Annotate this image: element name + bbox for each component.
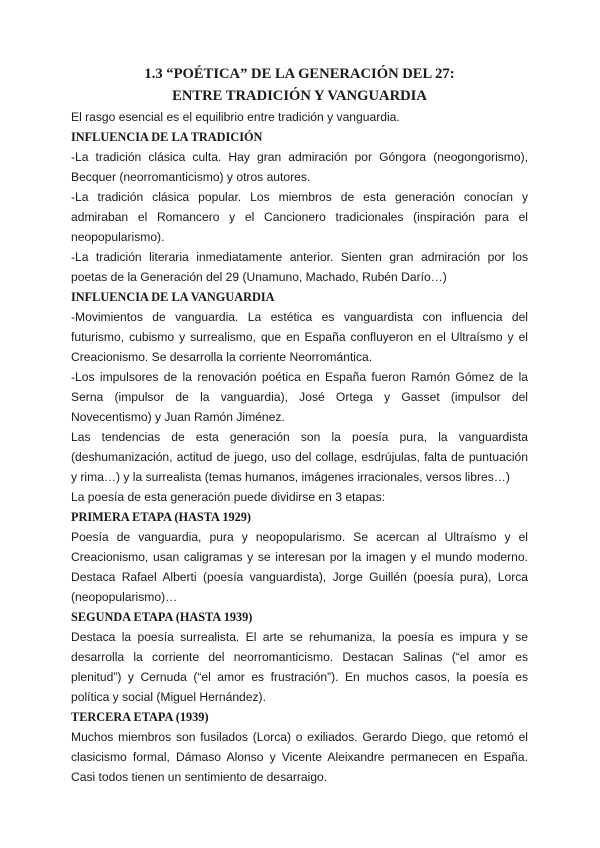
tradicion-item-popular: -La tradición clásica popular. Los miembros de esta generación conocían y admiraban el Romancero y el Cancionero tradicionales (inspiración para el neopopularismo).	[71, 190, 528, 244]
tradicion-item-culta: -La tradición clásica culta. Hay gran admiración por Góngora (neogongorismo), Becquer (neorromanticismo) y otros autores.	[71, 150, 528, 184]
vanguardia-item-etapas: La poesía de esta generación puede dividirse en 3 etapas:	[71, 490, 385, 504]
vanguardia-item-tendencias: Las tendencias de esta generación son la poesía pura, la vanguardista (deshumanización, actitud de juego, uso del collage, esdrújulas, falta de puntuación y rima…) y la surrealista (temas humanos, imágenes irracionales, versos libres…)	[71, 430, 528, 484]
etapa2-text: Destaca la poesía surrealista. El arte se rehumaniza, la poesía es impura y se desarrolla la corriente del neorromanticismo. Destacan Salinas (“el amor es plenitud”) y Cernuda (“el amor es frustración”). En muchos casos, la poesía es política y social (Miguel Hernández).	[71, 630, 528, 704]
page-title-line-2: ENTRE TRADICIÓN Y VANGUARDIA	[172, 88, 427, 104]
vanguardia-item-impulsores: -Los impulsores de la renovación poética en España fueron Ramón Gómez de la Serna (impulsor de la vanguardia), José Ortega y Gasset (impulsor del Novecentismo) y Juan Ramón Jiménez.	[71, 370, 528, 424]
tradicion-heading: INFLUENCIA DE LA TRADICIÓN	[71, 130, 263, 144]
vanguardia-item-movimientos: -Movimientos de vanguardia. La estética es vanguardista con influencia del futurismo, cubismo y surrealismo, que en España confluyeron en el Ultraísmo y el Creacionismo. Se desarrolla la corriente Neorromántica.	[71, 310, 528, 364]
vanguardia-heading: INFLUENCIA DE LA VANGUARDIA	[71, 290, 275, 304]
etapa3-text: Muchos miembros son fusilados (Lorca) o exiliados. Gerardo Diego, que retomó el clasicismo formal, Dámaso Alonso y Vicente Aleixandre permanecen en España. Casi todos tienen un sentimiento de desarraigo.	[71, 730, 528, 784]
intro-paragraph: El rasgo esencial es el equilibrio entre tradición y vanguardia.	[71, 110, 400, 124]
etapa2-heading: SEGUNDA ETAPA (HASTA 1939)	[71, 610, 253, 624]
etapa1-text: Poesía de vanguardia, pura y neopopularismo. Se acercan al Ultraísmo y el Creacionismo, usan caligramas y se interesan por la imagen y el mundo moderno. Destaca Rafael Alberti (poesía vanguardista), Jorge Guillén (poesía pura), Lorca (neopopularismo)…	[71, 530, 528, 604]
tradicion-item-anterior: -La tradición literaria inmediatamente anterior. Sienten gran admiración por los poetas de la Generación del 29 (Unamuno, Machado, Rubén Darío…)	[71, 250, 528, 284]
document-page	[71, 0, 528, 787]
etapa1-heading: PRIMERA ETAPA (HASTA 1929)	[71, 510, 252, 524]
page-title-line-1: 1.3 “POÉTICA” DE LA GENERACIÓN DEL 27:	[144, 66, 455, 82]
etapa3-heading: TERCERA ETAPA (1939)	[71, 710, 209, 724]
